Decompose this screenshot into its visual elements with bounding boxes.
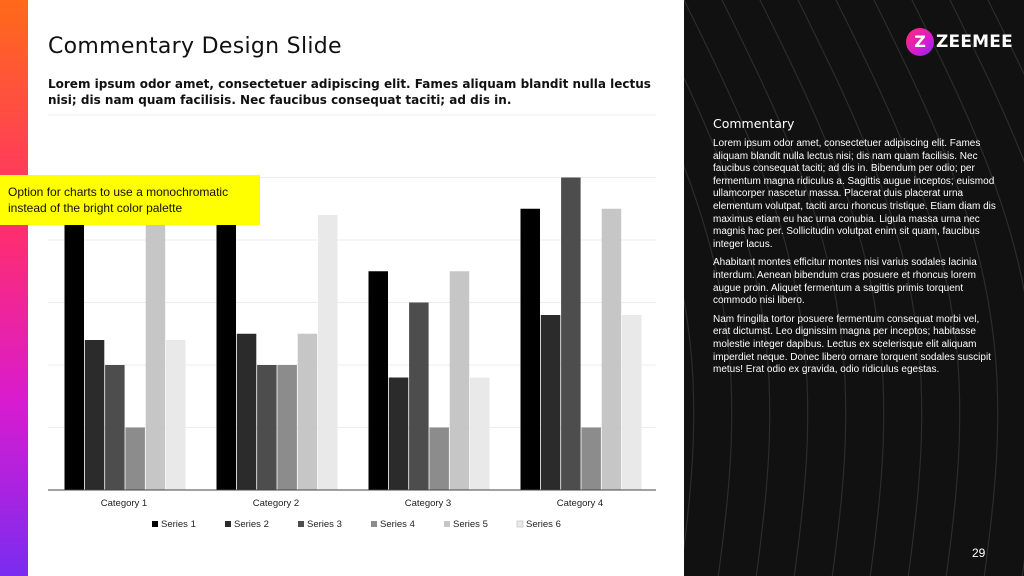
slide-title: Commentary Design Slide [48,34,342,59]
bar [125,428,144,491]
legend-swatch [152,521,158,527]
legend-swatch [444,521,450,527]
legend-label: Series 1 [161,519,196,530]
bar [521,209,541,490]
legend-swatch [371,521,377,527]
bar [561,178,581,491]
bar [470,378,490,491]
bar [429,428,449,491]
slide-subtitle: Lorem ipsum odor amet, consectetuer adipiscing elit. Fames aliquam blandit nulla lectus nisi; dis nam quam facilisis. Nec faucibus consequat taciti; ad dis in. [48,77,651,107]
bar [369,271,389,490]
legend-label: Series 2 [234,519,269,530]
bar [166,340,186,490]
bar [65,221,85,490]
bar [237,334,256,490]
page-number: 29 [972,546,986,560]
legend-label: Series 6 [526,519,561,530]
x-tick-label: Category 1 [100,498,148,509]
commentary-paragraph: Nam fringilla tortor posuere fermentum consequat morbi vel, erat dictumst. Leo dignissim magna per inceptos; habitasse molestie integer dapibus. Lectus ex scelerisque elit aliquam imperdiet neque. Donec libero ornare torquent sodales suscipit metus! Erat odio ex gravida, odio ridiculus egestas. [713,313,991,376]
legend-label: Series 5 [453,519,488,530]
bar [257,365,277,490]
bar [622,315,642,490]
bar [541,315,561,490]
brand-name: ZEEMEE [936,32,1013,52]
bar [277,365,297,490]
commentary-paragraph: Ahabitant montes efficitur montes nisi varius sodales lacinia interdum. Aenean bibendum cras posuere et rhoncus lorem augue proin. Aliquet fermentum a sagittis primis torquent commodo nisi libero. [713,257,977,307]
wave-line [684,0,694,576]
bar [318,215,338,490]
legend-label: Series 3 [307,519,342,530]
wave-line [1016,0,1024,576]
bar [602,209,622,490]
bar [85,340,105,490]
accent-gradient-bar [0,0,28,576]
commentary-body [713,138,999,383]
x-tick-label: Category 3 [404,498,452,509]
bar [217,215,237,490]
legend-swatch [298,521,304,527]
legend-swatch [517,521,523,527]
commentary-heading: Commentary [713,116,795,131]
bar [581,428,601,491]
callout-note: Option for charts to use a monochromatic instead of the bright color palette [0,175,260,225]
x-tick-label: Category 2 [252,498,300,509]
bar [105,365,125,490]
zeemee-logo-icon: Z [906,28,934,56]
legend-swatch [225,521,231,527]
x-tick-label: Category 4 [556,498,604,509]
bar [389,378,409,491]
bar [409,303,429,491]
legend-label: Series 4 [380,519,415,530]
commentary-paragraph: Lorem ipsum odor amet, consectetuer adipiscing elit. Fames aliquam blandit nulla lectus nisi; dis nam quam facilisis. Nec faucibus consequat taciti; ad dis in. Bibendum per odio; per fermentum magna ridiculus a. Sagittis augue inceptos; euismod ullamcorper nascetur massa. Placerat duis placerat urna elementum volutpat, taciti arcu rhoncus tristique. Etiam diam dis maximus etiam eu hac urna conubia. Ligula massa urna nec magnis hac per. Sollicitudin volutpat enim sit quam, faucibus integer lacus. [713,138,996,250]
bar [450,271,470,490]
bar [298,334,318,490]
bar [146,221,166,490]
